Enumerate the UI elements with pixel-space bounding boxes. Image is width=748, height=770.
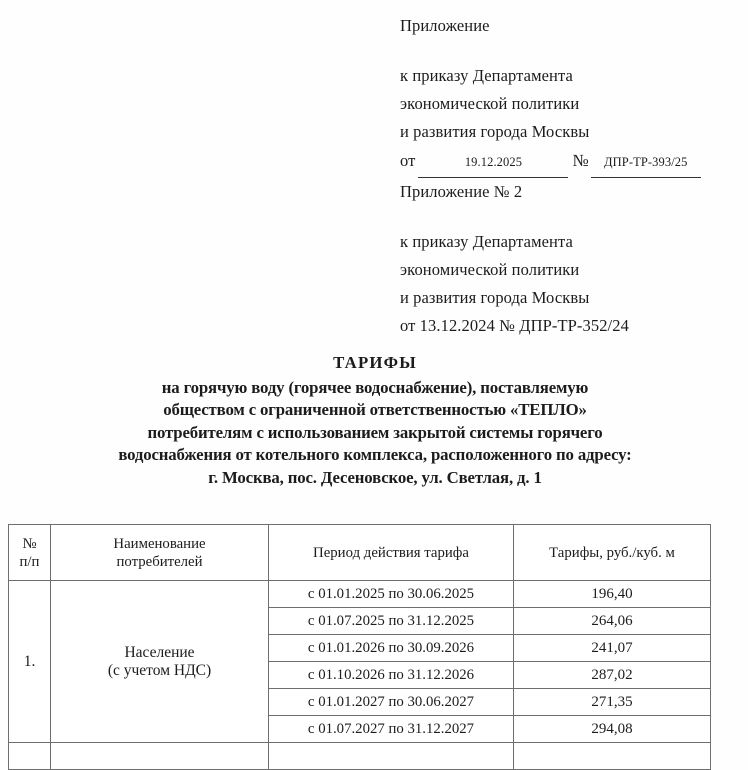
column-header-number-line2: п/п xyxy=(19,553,40,570)
column-header-consumer-line2: потребителей xyxy=(116,553,203,570)
appendix-primary-line-2: экономической политики xyxy=(400,94,580,113)
table-row-partial xyxy=(9,743,711,770)
appendix-primary-title: Приложение xyxy=(400,16,490,35)
order-number-value: ДПР-ТР-393/25 xyxy=(591,148,701,178)
appendix-secondary-line-4: от 13.12.2024 № ДПР-ТР-352/24 xyxy=(400,316,629,335)
cell-period: с 01.07.2027 по 31.12.2027 xyxy=(269,716,514,743)
title-line-4: водоснабжения от котельного комплекса, расположенного по адресу: xyxy=(118,445,632,464)
appendix-secondary-line-2: экономической политики xyxy=(400,260,580,279)
tariff-table xyxy=(8,524,711,770)
date-label: от xyxy=(400,151,416,170)
cell-period: с 01.07.2025 по 31.12.2025 xyxy=(269,608,514,635)
table-row xyxy=(9,581,711,608)
number-sign-icon: № xyxy=(572,151,589,170)
appendix-secondary-title: Приложение № 2 xyxy=(400,182,523,201)
cell-period: с 01.01.2027 по 30.06.2027 xyxy=(269,689,514,716)
cell-period: с 01.01.2025 по 30.06.2025 xyxy=(269,581,514,608)
title-heading: ТАРИФЫ xyxy=(333,353,417,372)
appendix-secondary-line-3: и развития города Москвы xyxy=(400,288,590,307)
row-group-consumer-line1: Население xyxy=(124,643,195,661)
appendix-primary-line-3: и развития города Москвы xyxy=(400,122,590,141)
cell-empty-tariff xyxy=(514,743,711,770)
cell-tariff: 271,35 xyxy=(514,689,711,716)
table-header-row xyxy=(9,525,711,581)
appendix-primary-line-1: к приказу Департамента xyxy=(400,66,573,85)
cell-tariff: 264,06 xyxy=(514,608,711,635)
row-group-consumer xyxy=(51,581,269,743)
appendix-block-primary xyxy=(400,12,730,178)
cell-period: с 01.10.2026 по 31.12.2026 xyxy=(269,662,514,689)
cell-tariff: 294,08 xyxy=(514,716,711,743)
order-date-value: 19.12.2025 xyxy=(418,148,568,178)
cell-tariff: 287,02 xyxy=(514,662,711,689)
title-line-3: потребителям с использованием закрытой системы горячего xyxy=(147,422,603,442)
column-header-tariff: Тарифы, руб./куб. м xyxy=(514,525,711,581)
cell-empty-period xyxy=(269,743,514,770)
column-header-number xyxy=(9,525,51,581)
cell-tariff: 241,07 xyxy=(514,635,711,662)
table-body xyxy=(9,581,711,770)
cell-empty-consumer xyxy=(51,743,269,770)
appendix-block-secondary xyxy=(400,178,730,340)
row-group-consumer-line2: (с учетом НДС) xyxy=(107,661,212,679)
table-header xyxy=(9,525,711,581)
column-header-number-line1: № xyxy=(22,535,37,552)
title-line-1: на горячую воду (горячее водоснабжение), поставляемую xyxy=(161,377,589,397)
row-group-number: 1. xyxy=(9,581,51,743)
cell-period: с 01.01.2026 по 30.09.2026 xyxy=(269,635,514,662)
cell-tariff: 196,40 xyxy=(514,581,711,608)
column-header-period: Период действия тарифа xyxy=(269,525,514,581)
title-line-5: г. Москва, пос. Десеновское, ул. Светлая, д. 1 xyxy=(208,467,542,487)
title-line-2: обществом с ограниченной ответственностью «ТЕПЛО» xyxy=(163,400,587,419)
page-title xyxy=(30,352,720,489)
appendix-secondary-line-1: к приказу Департамента xyxy=(400,232,573,251)
appendix-primary-date-row xyxy=(400,147,730,178)
column-header-consumer xyxy=(51,525,269,581)
column-header-consumer-line1: Наименование xyxy=(113,535,206,552)
cell-empty-number xyxy=(9,743,51,770)
